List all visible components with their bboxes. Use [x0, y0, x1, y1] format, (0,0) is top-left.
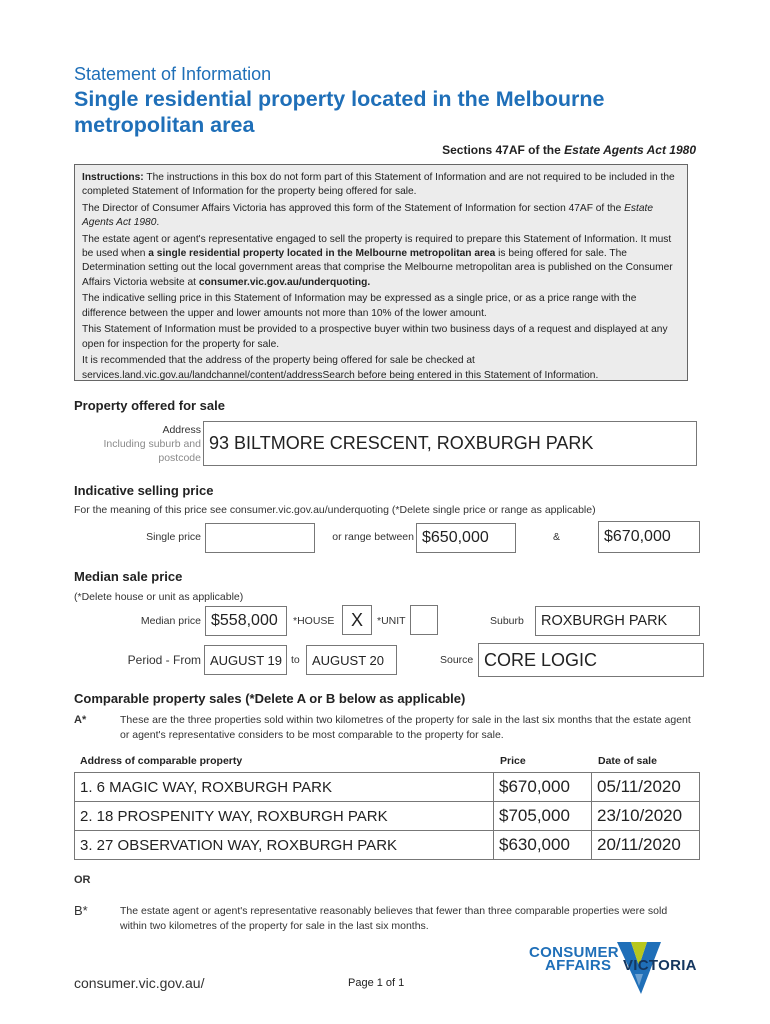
property-heading: Property offered for sale — [74, 398, 225, 413]
option-b-label: B* — [74, 903, 88, 918]
address-label-line2: Including suburb and — [103, 438, 201, 450]
instructions-p3-bold: a single residential property located in the Melbourne metropolitan area — [148, 248, 496, 260]
instructions-box — [74, 164, 688, 381]
comparable-table — [74, 772, 700, 860]
period-from-field[interactable]: AUGUST 19 — [204, 645, 287, 675]
consumer-affairs-victoria-logo — [529, 942, 704, 994]
option-b-text: The estate agent or agent's representative reasonably believes that fewer than three comparable properties were sold within two kilometres of the property for sale in the last six months. — [120, 905, 668, 932]
instructions-p4: The indicative selling price in this Statement of Information may be expressed as a single price, or as a price range with the difference between the upper and lower amounts not more than 10% of the lower amount. — [82, 293, 637, 319]
comparable-date-cell[interactable]: 23/10/2020 — [592, 802, 700, 831]
sections-prefix: Sections 47AF of the — [442, 143, 561, 157]
instructions-p3a: The estate agent or agent's representative engaged to sell the property is required to prepare this Statement of Information. It must be used when — [82, 234, 672, 260]
property-address-field[interactable]: 93 BILTMORE CRESCENT, ROXBURGH PARK — [203, 421, 697, 466]
source-field[interactable]: CORE LOGIC — [478, 643, 704, 677]
title-line-1: Single residential property located in the Melbourne — [74, 87, 605, 111]
suburb-label: Suburb — [490, 615, 524, 627]
table-row — [75, 773, 700, 802]
page-title — [74, 86, 694, 138]
title-line-2: metropolitan area — [74, 113, 255, 137]
legislation-reference — [442, 143, 696, 157]
instructions-p3b: is being offered for sale. The Determination setting out the local government areas that comprise the Melbourne metropolitan area is published on the Consumer Affairs Victoria website at — [82, 248, 673, 288]
logo-line-2: AFFAIRS — [545, 957, 612, 974]
instructions-p5: This Statement of Information must be provided to a prospective buyer within two business days of a request and displayed at any open for inspection for the property for sale. — [82, 324, 668, 350]
table-row — [75, 802, 700, 831]
indicative-note: For the meaning of this price see consumer.vic.gov.au/underquoting (*Delete single price or range as applicable) — [74, 504, 596, 516]
logo-line-1: CONSUMER — [529, 944, 619, 961]
period-to-field[interactable]: AUGUST 20 — [306, 645, 397, 675]
or-label: OR — [74, 874, 91, 886]
single-price-field[interactable] — [205, 523, 315, 553]
median-note: (*Delete house or unit as applicable) — [74, 591, 244, 603]
address-label — [74, 423, 201, 465]
comparable-heading: Comparable property sales (*Delete A or B below as applicable) — [74, 691, 466, 706]
col-price-header: Price — [500, 755, 526, 767]
address-label-line1: Address — [162, 424, 201, 436]
range-low-field[interactable]: $650,000 — [416, 523, 516, 553]
instructions-p2: The Director of Consumer Affairs Victoria has approved this form of the Statement of Information for section 47AF of the — [82, 203, 622, 214]
comparable-date-cell[interactable]: 20/11/2020 — [592, 831, 700, 860]
option-a-text: These are the three properties sold within two kilometres of the property for sale in the last six months that the estate agent or agent's representative considers to be most comparable to the property for sale. — [120, 714, 691, 741]
act-name: Estate Agents Act 1980 — [564, 143, 696, 157]
house-checkbox[interactable]: X — [342, 605, 372, 635]
instructions-p1: The instructions in this box do not form part of this Statement of Information and are not required to be included in the completed Statement of Information for the property being offered for sale. — [82, 172, 675, 198]
period-label: Period - From — [127, 653, 201, 667]
instructions-link[interactable]: consumer.vic.gov.au/underquoting. — [198, 276, 371, 288]
suburb-field[interactable]: ROXBURGH PARK — [535, 606, 700, 636]
instructions-label: Instructions: — [82, 172, 144, 183]
page-number: Page 1 of 1 — [348, 977, 405, 989]
table-row — [75, 831, 700, 860]
period-to-label: to — [291, 654, 300, 666]
instructions-p2-act: Estate Agents Act 1980 — [82, 203, 653, 229]
instructions-p2-end: . — [156, 217, 160, 229]
col-date-header: Date of sale — [598, 755, 657, 767]
comparable-address-cell[interactable]: 1. 6 MAGIC WAY, ROXBURGH PARK — [75, 773, 494, 802]
comparable-price-cell[interactable]: $630,000 — [494, 831, 592, 860]
range-label: or range between — [332, 531, 414, 543]
option-a-label: A* — [74, 714, 87, 726]
unit-label: *UNIT — [377, 615, 406, 627]
address-label-line3: postcode — [158, 452, 201, 464]
median-price-field[interactable]: $558,000 — [205, 606, 287, 636]
comparable-address-cell[interactable]: 2. 18 PROSPENITY WAY, ROXBURGH PARK — [75, 802, 494, 831]
document-type: Statement of Information — [74, 64, 272, 84]
house-label: *HOUSE — [293, 615, 335, 627]
comparable-address-cell[interactable]: 3. 27 OBSERVATION WAY, ROXBURGH PARK — [75, 831, 494, 860]
footer-website[interactable]: consumer.vic.gov.au/ — [74, 975, 205, 991]
indicative-heading: Indicative selling price — [74, 483, 214, 498]
range-high-field[interactable]: $670,000 — [598, 521, 700, 553]
instructions-p6: It is recommended that the address of the property being offered for sale be checked at services.land.vic.gov.au/landchannel/content/addressSearch before being entered in this Statement of Information. — [82, 355, 599, 381]
unit-checkbox[interactable] — [410, 605, 438, 635]
median-price-label: Median price — [140, 615, 201, 627]
comparable-price-cell[interactable]: $705,000 — [494, 802, 592, 831]
source-label: Source — [440, 654, 474, 666]
median-heading: Median sale price — [74, 569, 183, 584]
comparable-date-cell[interactable]: 05/11/2020 — [592, 773, 700, 802]
logo-line-3: VICTORIA — [623, 957, 697, 974]
range-ampersand: & — [553, 531, 561, 543]
single-price-label: Single price — [146, 531, 201, 543]
col-address-header: Address of comparable property — [80, 755, 243, 767]
comparable-price-cell[interactable]: $670,000 — [494, 773, 592, 802]
